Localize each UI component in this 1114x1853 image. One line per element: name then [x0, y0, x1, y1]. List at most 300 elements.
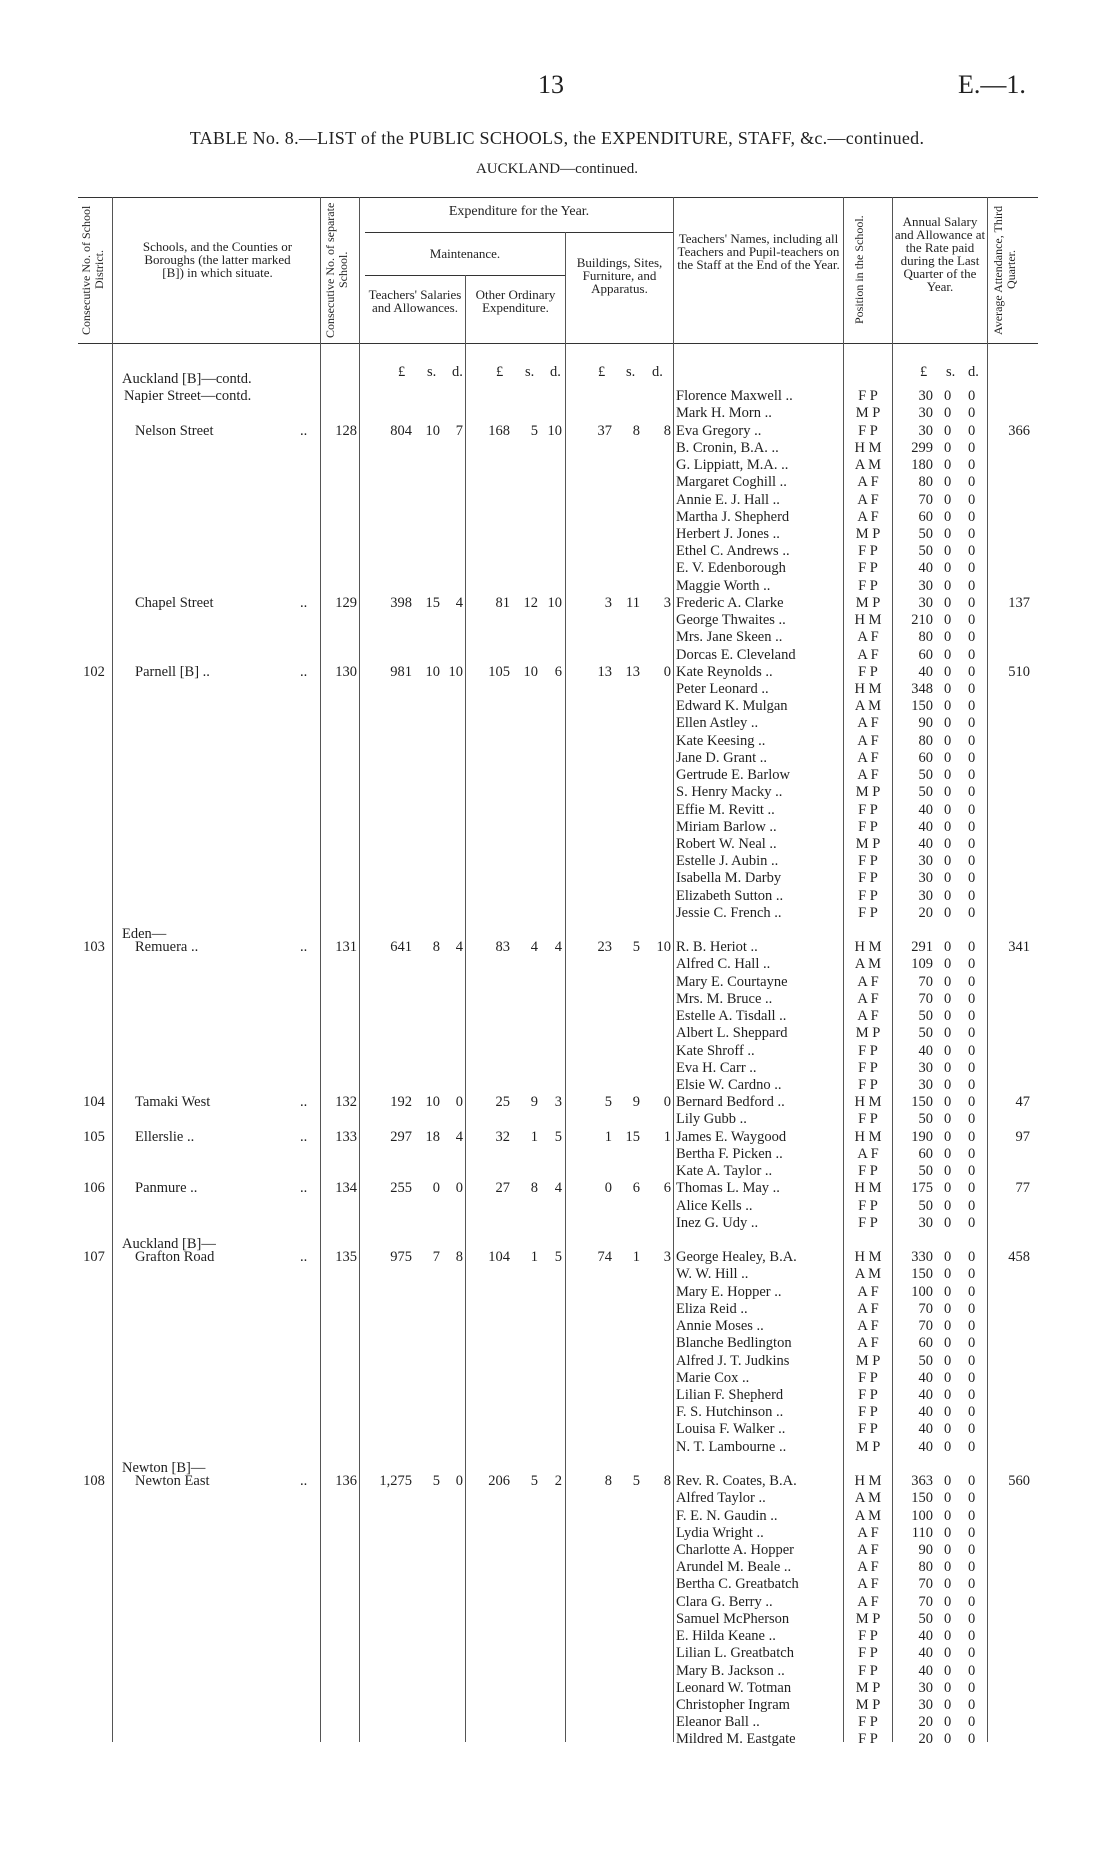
- unit-shilling: s.: [626, 364, 636, 380]
- leader-dots: ..: [300, 1094, 308, 1111]
- salary-pence: 0: [968, 1524, 976, 1541]
- salary-pounds: 30: [918, 405, 933, 422]
- salary-pence: 0: [968, 1300, 976, 1317]
- buildings-shillings: 15: [625, 1128, 640, 1145]
- salaries-shillings: 8: [432, 939, 440, 956]
- other-pounds: 105: [488, 663, 510, 680]
- salary-pounds: 50: [918, 543, 933, 560]
- other-pounds: 32: [495, 1128, 510, 1145]
- teacher-row: [0, 802, 1114, 819]
- salary-pounds: 40: [918, 801, 933, 818]
- salary-pounds: 30: [918, 1679, 933, 1696]
- salaries-shillings: 7: [432, 1249, 440, 1266]
- teacher-name: Bertha C. Greatbatch: [676, 1576, 799, 1593]
- salary-pence: 0: [968, 1645, 976, 1662]
- teacher-row: [0, 1490, 1114, 1507]
- salary-pence: 0: [968, 422, 976, 439]
- teacher-position: F P: [858, 1163, 878, 1180]
- teacher-position: A F: [857, 646, 879, 663]
- salary-pence: 0: [968, 1094, 976, 1111]
- teacher-position: H M: [854, 1094, 882, 1111]
- teacher-position: H M: [854, 1473, 882, 1490]
- salary-pence: 0: [968, 1628, 976, 1645]
- salary-shillings: 0: [944, 1696, 952, 1713]
- salary-pounds: 80: [918, 1559, 933, 1576]
- salary-pounds: 150: [911, 1490, 933, 1507]
- other-shillings: 8: [530, 1180, 538, 1197]
- salaries-pounds: 1,275: [379, 1473, 412, 1490]
- teacher-position: M P: [855, 1610, 881, 1627]
- teacher-row: [0, 1215, 1114, 1232]
- salary-pounds: 175: [911, 1180, 933, 1197]
- salary-shillings: 0: [944, 1214, 952, 1231]
- teacher-position: F P: [858, 560, 878, 577]
- salary-shillings: 0: [944, 818, 952, 835]
- teacher-position: F P: [858, 1059, 878, 1076]
- teacher-position: A F: [857, 1335, 879, 1352]
- teacher-name: Maggie Worth ..: [676, 577, 771, 594]
- teacher-name: Robert W. Neal ..: [676, 835, 777, 852]
- salary-pence: 0: [968, 1042, 976, 1059]
- salaries-pence: 0: [455, 1180, 463, 1197]
- teacher-row: [0, 1060, 1114, 1077]
- unit-pence: d.: [968, 364, 979, 380]
- salary-shillings: 0: [944, 1283, 952, 1300]
- teacher-name: Lily Gubb ..: [676, 1111, 747, 1128]
- teacher-position: H M: [854, 1180, 882, 1197]
- salary-shillings: 0: [944, 1438, 952, 1455]
- salary-shillings: 0: [944, 956, 952, 973]
- teacher-position: F P: [858, 1077, 878, 1094]
- teacher-position: A F: [857, 1300, 879, 1317]
- group-label: Napier Street—contd.: [124, 388, 252, 405]
- salary-pence: 0: [968, 405, 976, 422]
- teacher-row: [0, 870, 1114, 887]
- teacher-position: H M: [854, 1128, 882, 1145]
- salary-pence: 0: [968, 1576, 976, 1593]
- teacher-name: Marie Cox ..: [676, 1369, 750, 1386]
- other-shillings: 5: [530, 422, 538, 439]
- hdr-maintenance: Maintenance.: [429, 246, 501, 261]
- other-shillings: 1: [530, 1249, 538, 1266]
- teacher-name: F. E. N. Gaudin ..: [676, 1507, 778, 1524]
- teacher-position: F P: [858, 904, 878, 921]
- teacher-row: [0, 1284, 1114, 1301]
- salary-pence: 0: [968, 594, 976, 611]
- teacher-name: Elizabeth Sutton ..: [676, 887, 784, 904]
- teacher-row: [0, 1077, 1114, 1094]
- hdr-salary: Annual Salary and Allowance at the Rate paid during the Last Quarter of the Year.: [894, 214, 986, 294]
- teacher-name: Kate Shroff ..: [676, 1042, 755, 1059]
- teacher-name: Bertha F. Picken ..: [676, 1145, 783, 1162]
- teacher-row: [0, 715, 1114, 732]
- unit-pound: £: [920, 364, 928, 380]
- salary-pence: 0: [968, 1404, 976, 1421]
- teacher-name: Eva H. Carr ..: [676, 1059, 757, 1076]
- teacher-position: A F: [857, 732, 879, 749]
- teacher-name: Lilian L. Greatbatch: [676, 1645, 794, 1662]
- buildings-pounds: 13: [597, 663, 612, 680]
- unit-shilling: s.: [525, 364, 535, 380]
- teacher-row: [0, 1404, 1114, 1421]
- teacher-row: [0, 1680, 1114, 1697]
- salary-shillings: 0: [944, 594, 952, 611]
- school-number: 135: [335, 1249, 357, 1266]
- salary-shillings: 0: [944, 457, 952, 474]
- hdr-salaries: Teachers' Salaries and Allowances.: [368, 287, 462, 315]
- group-label: Newton [B]—: [122, 1459, 206, 1476]
- teacher-row: [0, 1594, 1114, 1611]
- teacher-row: [0, 784, 1114, 801]
- salary-shillings: 0: [944, 904, 952, 921]
- teacher-position: F P: [858, 1111, 878, 1128]
- teacher-position: A F: [857, 508, 879, 525]
- teacher-name: Jessie C. French ..: [676, 904, 782, 921]
- teacher-position: A F: [857, 1576, 879, 1593]
- teacher-position: A F: [857, 474, 879, 491]
- average-attendance: 510: [1008, 663, 1030, 680]
- teacher-name: Alfred C. Hall ..: [676, 956, 771, 973]
- teacher-row: [0, 956, 1114, 973]
- salary-shillings: 0: [944, 1300, 952, 1317]
- district-number: 106: [83, 1180, 105, 1197]
- table-subtitle: AUCKLAND—continued.: [475, 161, 639, 177]
- salary-shillings: 0: [944, 1559, 952, 1576]
- teacher-position: H M: [854, 680, 882, 697]
- salary-shillings: 0: [944, 1042, 952, 1059]
- salary-pounds: 30: [918, 422, 933, 439]
- page-number: 13: [538, 70, 564, 99]
- teacher-position: M P: [855, 405, 881, 422]
- teacher-name: Albert L. Sheppard: [676, 1025, 788, 1042]
- salary-pence: 0: [968, 1077, 976, 1094]
- teacher-row: [0, 1146, 1114, 1163]
- rule-expenditure: [365, 232, 673, 233]
- teacher-position: A F: [857, 767, 879, 784]
- teacher-position: A F: [857, 1145, 879, 1162]
- district-number: 108: [83, 1473, 105, 1490]
- school-number: 133: [335, 1128, 357, 1145]
- teacher-row: [0, 509, 1114, 526]
- salary-shillings: 0: [944, 1249, 952, 1266]
- school-name: Grafton Road: [135, 1249, 215, 1266]
- teacher-row: [0, 1301, 1114, 1318]
- school-number: 130: [335, 663, 357, 680]
- unit-pound: £: [496, 364, 504, 380]
- teacher-position: A M: [854, 1507, 882, 1524]
- salary-shillings: 0: [944, 612, 952, 629]
- teacher-row: [0, 595, 1114, 612]
- salary-pounds: 60: [918, 646, 933, 663]
- salaries-pounds: 804: [390, 422, 412, 439]
- salary-pounds: 40: [918, 1628, 933, 1645]
- hdr-teachers: Teachers' Names, including all Teachers and Pupil-teachers on the Staff at the End of the Year.: [677, 231, 840, 272]
- rule-top: [78, 197, 1038, 198]
- salary-pence: 0: [968, 767, 976, 784]
- salaries-shillings: 5: [432, 1473, 440, 1490]
- other-shillings: 12: [523, 594, 538, 611]
- other-pence: 5: [554, 1128, 562, 1145]
- salary-shillings: 0: [944, 1128, 952, 1145]
- salary-pounds: 90: [918, 715, 933, 732]
- teacher-name: Kate Reynolds ..: [676, 663, 773, 680]
- teacher-name: Mary E. Courtayne: [676, 973, 788, 990]
- salary-pence: 0: [968, 1283, 976, 1300]
- average-attendance: 137: [1008, 594, 1030, 611]
- teacher-name: Kate Keesing ..: [676, 732, 766, 749]
- buildings-shillings: 8: [632, 422, 640, 439]
- salary-pence: 0: [968, 887, 976, 904]
- other-pounds: 25: [495, 1094, 510, 1111]
- other-pounds: 168: [488, 422, 510, 439]
- school-name: Chapel Street: [135, 594, 214, 611]
- teacher-position: F P: [858, 1628, 878, 1645]
- average-attendance: 560: [1008, 1473, 1030, 1490]
- teacher-row: [0, 492, 1114, 509]
- salary-shillings: 0: [944, 801, 952, 818]
- other-pounds: 27: [495, 1180, 510, 1197]
- salary-pence: 0: [968, 1714, 976, 1731]
- salary-pence: 0: [968, 1266, 976, 1283]
- salary-pounds: 30: [918, 870, 933, 887]
- buildings-pence: 3: [663, 594, 671, 611]
- salary-pence: 0: [968, 853, 976, 870]
- salary-pence: 0: [968, 457, 976, 474]
- teacher-name: Ellen Astley ..: [676, 715, 759, 732]
- teacher-name: Samuel McPherson: [676, 1610, 790, 1627]
- leader-dots: ..: [300, 939, 308, 956]
- salary-shillings: 0: [944, 1541, 952, 1558]
- salary-shillings: 0: [944, 1008, 952, 1025]
- salary-pounds: 291: [911, 939, 933, 956]
- salary-shillings: 0: [944, 1576, 952, 1593]
- salary-pounds: 100: [911, 1283, 933, 1300]
- salary-pounds: 60: [918, 508, 933, 525]
- salary-pence: 0: [968, 1180, 976, 1197]
- salaries-shillings: 10: [425, 422, 440, 439]
- teacher-name: Elsie W. Cardno ..: [676, 1077, 782, 1094]
- leader-dots: ..: [300, 663, 308, 680]
- salary-pounds: 30: [918, 887, 933, 904]
- teacher-position: H M: [854, 612, 882, 629]
- teacher-position: H M: [854, 939, 882, 956]
- other-pence: 4: [554, 1180, 562, 1197]
- salary-pounds: 30: [918, 1077, 933, 1094]
- teacher-name: Frederic A. Clarke: [676, 594, 784, 611]
- salary-pounds: 60: [918, 1145, 933, 1162]
- salary-pounds: 80: [918, 732, 933, 749]
- teacher-row: [0, 1387, 1114, 1404]
- teacher-row: [0, 1094, 1114, 1111]
- teacher-row: [0, 1008, 1114, 1025]
- school-name: Panmure ..: [135, 1180, 198, 1197]
- teacher-row: [0, 905, 1114, 922]
- teacher-position: F P: [858, 1042, 878, 1059]
- teacher-row: [0, 888, 1114, 905]
- salary-pounds: 70: [918, 1576, 933, 1593]
- salary-pounds: 70: [918, 1300, 933, 1317]
- salary-shillings: 0: [944, 560, 952, 577]
- salary-pounds: 40: [918, 1662, 933, 1679]
- salaries-pence: 4: [455, 1128, 463, 1145]
- teacher-name: Mary E. Hopper ..: [676, 1283, 782, 1300]
- salary-pounds: 110: [911, 1524, 933, 1541]
- rule-header-bottom: [78, 343, 1038, 344]
- salary-shillings: 0: [944, 835, 952, 852]
- teacher-row: [0, 405, 1114, 422]
- salary-pounds: 50: [918, 767, 933, 784]
- salary-pence: 0: [968, 904, 976, 921]
- salary-pence: 0: [968, 1421, 976, 1438]
- other-pence: 5: [554, 1249, 562, 1266]
- teacher-position: A F: [857, 1524, 879, 1541]
- salaries-shillings: 18: [425, 1128, 440, 1145]
- school-number: 129: [335, 594, 357, 611]
- buildings-pence: 0: [663, 1094, 671, 1111]
- salary-pounds: 40: [918, 1369, 933, 1386]
- salaries-pounds: 398: [390, 594, 412, 611]
- salary-pounds: 180: [911, 457, 933, 474]
- teacher-name: B. Cronin, B.A. ..: [676, 439, 779, 456]
- teacher-position: A F: [857, 629, 879, 646]
- teacher-name: E. Hilda Keane ..: [676, 1628, 776, 1645]
- salaries-pence: 10: [448, 663, 463, 680]
- teacher-row: [0, 560, 1114, 577]
- teacher-position: M P: [855, 784, 881, 801]
- buildings-shillings: 11: [626, 594, 640, 611]
- teacher-position: A M: [854, 698, 882, 715]
- teacher-position: A M: [854, 1266, 882, 1283]
- district-number: 105: [83, 1128, 105, 1145]
- teacher-row: [0, 836, 1114, 853]
- buildings-pounds: 5: [604, 1094, 612, 1111]
- school-number: 128: [335, 422, 357, 439]
- salary-pounds: 348: [911, 680, 933, 697]
- teacher-row: [0, 1542, 1114, 1559]
- salary-shillings: 0: [944, 784, 952, 801]
- salary-shillings: 0: [944, 1610, 952, 1627]
- hdr-position: Position in the School.: [852, 215, 866, 325]
- salary-pounds: 70: [918, 973, 933, 990]
- salary-pounds: 109: [911, 956, 933, 973]
- hdr-district-no: Consecutive No. of School District.: [79, 205, 106, 335]
- teacher-position: F P: [858, 1731, 878, 1748]
- teacher-row: [0, 991, 1114, 1008]
- buildings-pence: 0: [663, 663, 671, 680]
- teacher-position: A F: [857, 1283, 879, 1300]
- salary-pence: 0: [968, 577, 976, 594]
- teacher-name: Isabella M. Darby: [676, 870, 782, 887]
- buildings-pence: 8: [663, 1473, 671, 1490]
- teacher-row: [0, 1163, 1114, 1180]
- salary-pounds: 80: [918, 474, 933, 491]
- buildings-pounds: 8: [604, 1473, 612, 1490]
- salary-pounds: 90: [918, 1541, 933, 1558]
- salary-pounds: 30: [918, 577, 933, 594]
- salary-shillings: 0: [944, 749, 952, 766]
- salary-pence: 0: [968, 612, 976, 629]
- salary-shillings: 0: [944, 405, 952, 422]
- salary-pounds: 50: [918, 1352, 933, 1369]
- salaries-shillings: 15: [425, 594, 440, 611]
- salary-pounds: 70: [918, 491, 933, 508]
- salary-shillings: 0: [944, 715, 952, 732]
- salary-pence: 0: [968, 388, 976, 405]
- salary-pounds: 60: [918, 1335, 933, 1352]
- salary-shillings: 0: [944, 1593, 952, 1610]
- teacher-row: [0, 1697, 1114, 1714]
- teacher-name: George Healey, B.A.: [676, 1249, 797, 1266]
- hdr-expenditure: Expenditure for the Year.: [448, 204, 590, 219]
- salary-pence: 0: [968, 1008, 976, 1025]
- teacher-name: Effie M. Revitt ..: [676, 801, 775, 818]
- teacher-name: Martha J. Shepherd: [676, 508, 790, 525]
- teacher-row: [0, 388, 1114, 405]
- salary-pence: 0: [968, 1145, 976, 1162]
- teacher-position: F P: [858, 1662, 878, 1679]
- teacher-row: [0, 698, 1114, 715]
- salary-pence: 0: [968, 1610, 976, 1627]
- average-attendance: 47: [1015, 1094, 1030, 1111]
- salary-pounds: 30: [918, 388, 933, 405]
- salaries-pence: 7: [455, 422, 463, 439]
- salary-pounds: 50: [918, 1610, 933, 1627]
- salary-shillings: 0: [944, 1094, 952, 1111]
- teacher-row: [0, 1645, 1114, 1662]
- salary-shillings: 0: [944, 1421, 952, 1438]
- salary-pence: 0: [968, 732, 976, 749]
- salary-pence: 0: [968, 1059, 976, 1076]
- salary-pounds: 70: [918, 990, 933, 1007]
- teacher-position: M P: [855, 1352, 881, 1369]
- salary-pence: 0: [968, 1214, 976, 1231]
- teacher-row: [0, 1043, 1114, 1060]
- salaries-shillings: 0: [432, 1180, 440, 1197]
- teacher-row: [0, 1628, 1114, 1645]
- salary-pence: 0: [968, 973, 976, 990]
- salary-pounds: 50: [918, 1111, 933, 1128]
- teacher-name: Kate A. Taylor ..: [676, 1163, 773, 1180]
- teacher-name: E. V. Edenborough: [676, 560, 786, 577]
- hdr-school-no: Consecutive No. of separate School.: [323, 202, 350, 338]
- teacher-row: [0, 1335, 1114, 1352]
- salary-pounds: 363: [911, 1473, 933, 1490]
- salary-shillings: 0: [944, 1714, 952, 1731]
- salary-pence: 0: [968, 439, 976, 456]
- teacher-name: F. S. Hutchinson ..: [676, 1404, 784, 1421]
- salary-pounds: 330: [911, 1249, 933, 1266]
- teacher-name: Dorcas E. Cleveland: [676, 646, 796, 663]
- salary-shillings: 0: [944, 1318, 952, 1335]
- teacher-row: [0, 1663, 1114, 1680]
- other-pence: 4: [554, 939, 562, 956]
- teacher-position: H M: [854, 439, 882, 456]
- teacher-row: [0, 1180, 1114, 1197]
- teacher-row: [0, 1731, 1114, 1748]
- salary-pence: 0: [968, 1438, 976, 1455]
- teacher-row: [0, 1198, 1114, 1215]
- teacher-position: A F: [857, 1318, 879, 1335]
- teacher-name: Mary B. Jackson ..: [676, 1662, 785, 1679]
- salary-shillings: 0: [944, 1059, 952, 1076]
- teacher-row: [0, 423, 1114, 440]
- salary-shillings: 0: [944, 491, 952, 508]
- leader-dots: ..: [300, 1249, 308, 1266]
- salary-pounds: 210: [911, 612, 933, 629]
- teacher-row: [0, 1025, 1114, 1042]
- teacher-position: A F: [857, 715, 879, 732]
- salary-pounds: 299: [911, 439, 933, 456]
